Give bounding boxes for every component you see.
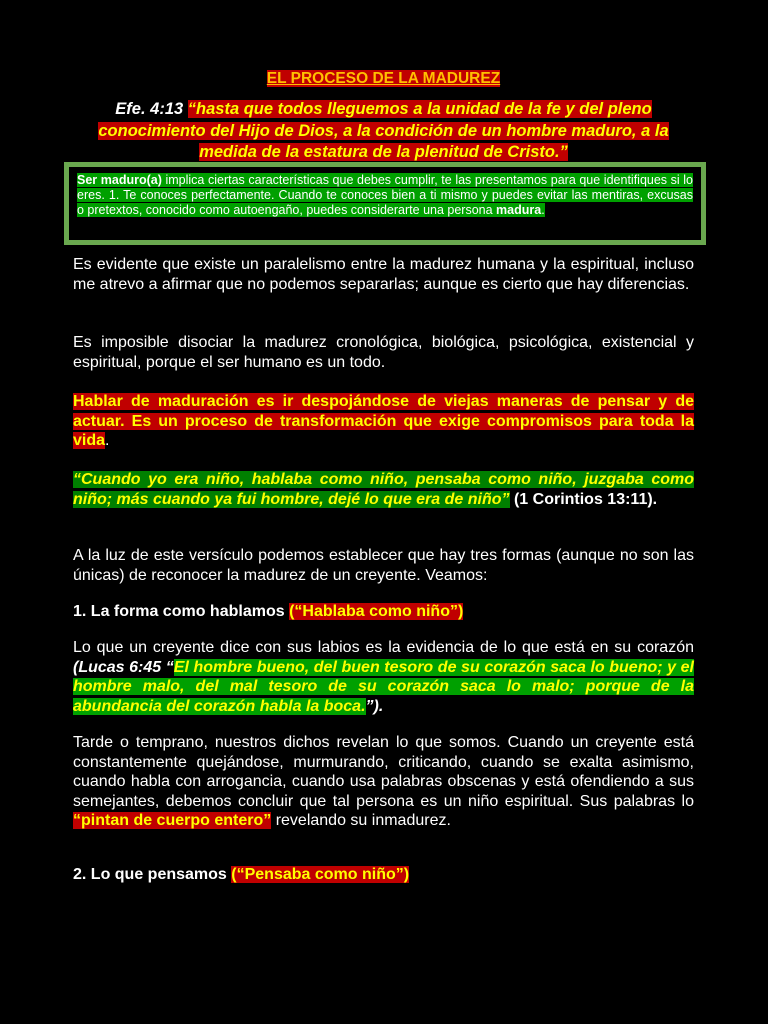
verse-text: “hasta que todos lleguemos a la unidad de la fe y del pleno conocimiento del Hijo de Dios, a la condición de un hombre maduro, a la medida de la estatura de la plenitud de Cristo.” [98,100,669,161]
paragraph-4-reference: (1 Corintios 13:11). [509,490,658,508]
paragraph-1: Es evidente que existe un paralelismo entre la madurez humana y la espiritual, incluso me atrevo a afirmar que no podemos separarlas; aunque es cierto que hay diferencias. [73,256,694,293]
section-heading-2-text: 2. Lo que pensamos [73,866,232,883]
paragraph-6-end: ”). [365,697,384,715]
paragraph-4-quote: “Cuando yo era niño, hablaba como niño, pensaba como niño, juzgaba como niño; más cuando ya fui hombre, dejé lo que era de niño” [73,471,694,508]
paragraph-6 [73,638,694,716]
definition-box [64,162,706,245]
definition-end: . [541,203,545,217]
paragraph-6-quote: El hombre bueno, del buen tesoro de su corazón saca lo bueno; y el hombre malo, del mal tesoro de su corazón saca lo malo; porque de la abundancia del corazón habla la boca. [73,658,695,715]
paragraph-7 [73,733,694,831]
definition-term-2: madura [496,203,542,217]
verse-reference: Efe. 4:13 [115,100,184,118]
section-heading-1-text: 1. La forma como hablamos [73,603,290,620]
paragraph-6-reference: (Lucas 6:45 “ [73,658,174,676]
paragraph-2: Es imposible disociar la madurez cronológica, biológica, psicológica, existencial y espiritual, porque el ser humano es un todo. [73,334,694,371]
paragraph-7-text: Tarde o temprano, nuestros dichos revelan lo que somos. Cuando un creyente está constantemente quejándose, murmurando, criticando, cuando se exalta asimismo, cuando habla con arrogancia, cuando usa palabras obscenas y está ofendiendo a sus semejantes, debemos concluir que tal persona es un niño espiritual. Sus palabras lo [73,734,694,810]
paragraph-3-end: . [105,432,110,449]
definition-term: Ser maduro(a) [77,173,162,187]
paragraph-4 [73,470,694,509]
paragraph-3-highlight: Hablar de maduración es ir despojándose de viejas maneras de pensar y de actuar. Es un proceso de transformación que exige compromisos para toda la vida [73,393,694,449]
paragraph-3 [73,392,694,451]
section-heading-1-highlight: (“Hablaba como niño”) [289,603,464,620]
section-heading-2 [73,866,409,884]
verse-block [73,99,694,164]
section-heading-2-highlight: (“Pensaba como niño”) [231,866,410,883]
paragraph-7-end: revelando su inmadurez. [271,812,451,829]
section-heading-1 [73,603,463,621]
page-title: EL PROCESO DE LA MADUREZ [266,70,501,87]
paragraph-6-text: Lo que un creyente dice con sus labios es la evidencia de lo que está en su corazón [73,639,694,656]
paragraph-5: A la luz de este versículo podemos establecer que hay tres formas (aunque no son las únicas) de reconocer la madurez de un creyente. Veamos: [73,547,694,584]
definition-text: implica ciertas características que debes cumplir, te las presentamos para que identifiques si lo eres. 1. Te conoces perfectamente. Cuando te conoces bien a ti mismo y puedes evitar las mentiras, excusas o pretextos, conocido como autoengaño, puedes considerarte una persona [77,173,693,217]
paragraph-7-highlight: “pintan de cuerpo entero” [73,812,272,829]
